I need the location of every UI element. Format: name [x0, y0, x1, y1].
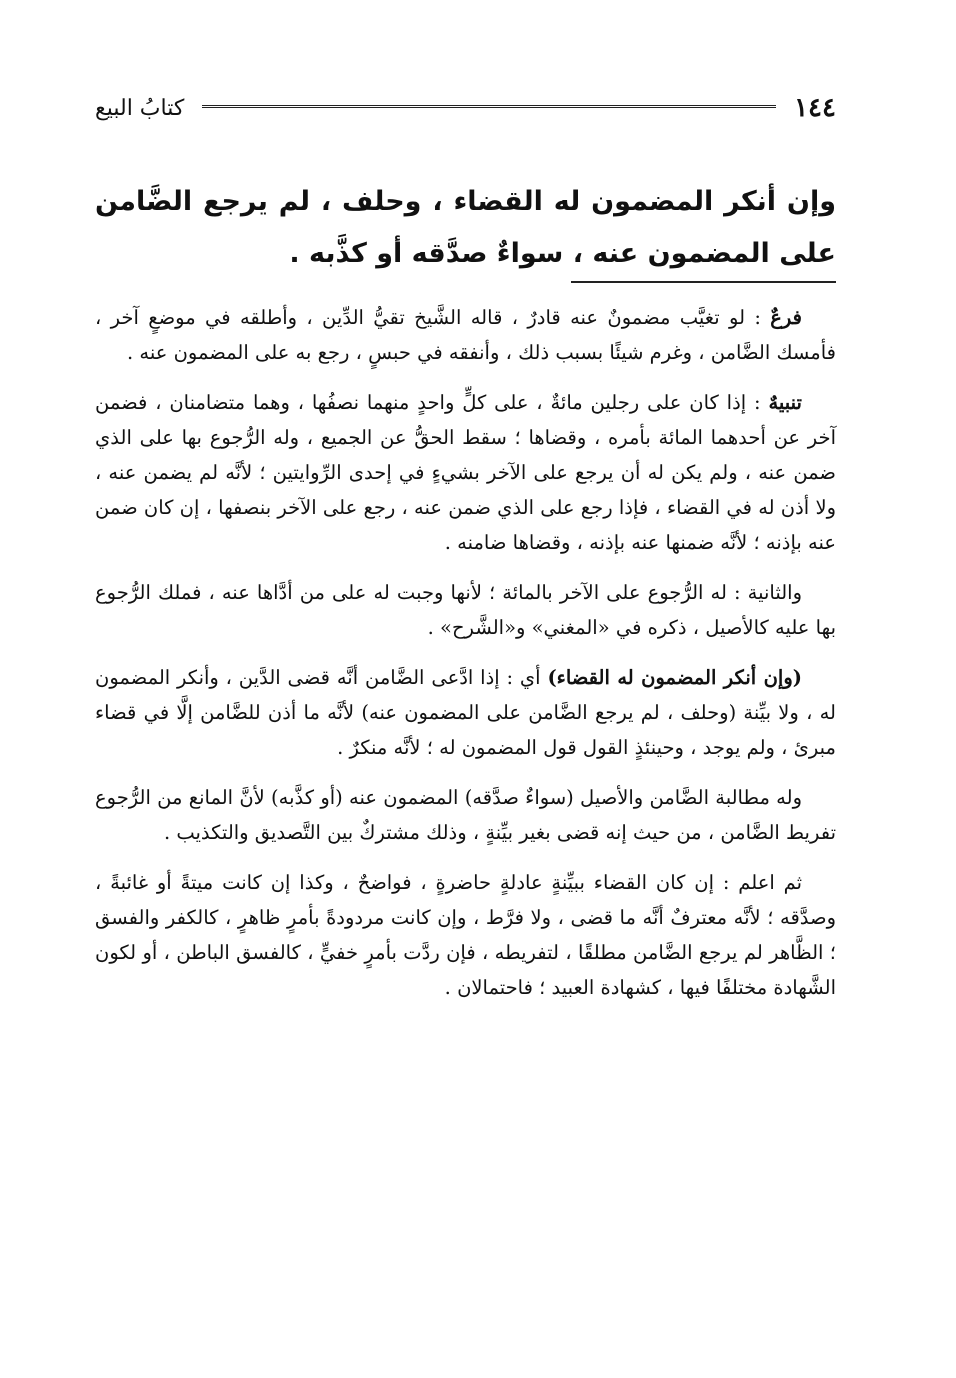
paragraph-far — [95, 300, 836, 370]
paragraph-second-riwaya — [95, 575, 836, 645]
paragraph-text: وله مطالبة الضَّامن والأصيل (سواءٌ صدَّقه) المضمون عنه (أو كذَّبه) لأنَّ المانع من الرُّجوع تفريط الضَّامن ، من حيث إنه قضى بغير بيِّنةٍ ، وذلك مشتركٌ بين التَّصديق والتكذيب . — [95, 786, 836, 844]
paragraph-text: والثانية : له الرُّجوع على الآخر بالمائة ؛ لأنها وجبت له على من أدَّاها عنه ، فملك الرُّجوع بها عليه كالأصيل ، ذكره في «المغني» و«الشَّرح» . — [95, 581, 836, 639]
paragraph-text: ثم اعلم : إن كان القضاء ببيِّنةٍ عادلةٍ حاضرةٍ ، فواضحٌ ، وكذا إن كانت ميتةً أو غائبةً ، وصدَّقه ؛ لأنَّه معترفٌ أنَّه ما قضى ، ولا فرَّط ، وإن كانت مردودةً بأمرٍ ظاهرٍ ، كالكفر والفسق ؛ الظَّاهر لم يرجع الضَّامن مطلقًا ، لتفريطه ، فإن ردَّت بأمرٍ خفيٍّ ، كالفسق الباطن ، أو لكون الشَّهادة مختلفًا فيها ، كشهادة العبيد ؛ فاحتمالان . — [95, 871, 836, 999]
paragraph-lead: تنبيهٌ — [768, 391, 802, 414]
commentary — [95, 300, 836, 1020]
paragraph-text: : لو تغيَّب مضمونٌ عنه قادرٌ ، قاله الشَّيخ تقيُّ الدِّين ، وأطلقه في موضعٍ آخر ، فأمسك الضَّامن ، وغرم شيئًا بسبب ذلك ، وأنفقه في حبسٍ ، رجع به على المضمون عنه . — [95, 306, 836, 364]
header-rule — [202, 105, 776, 111]
running-header — [95, 88, 836, 128]
page-number: ١٤٤ — [794, 93, 836, 123]
paragraph-tanbih — [95, 385, 836, 560]
paragraph-text: : إذا كان على رجلين مائةٌ ، على كلٍّ واحدٍ منهما نصفُها ، وهما متضامنان ، فضمن آخر عن أحدهما المائة بأمره ، وقضاها ؛ سقط الحقُّ عن الجميع ، وله الرُّجوع بها على الذي ضمن عنه ، ولم يكن له أن يرجع على الآخر بشيءٍ في إحدى الرِّوايتين ؛ لأنَّه لم يضمن عنه ، ولا أذن له في القضاء ، فإذا رجع على الذي ضمن عنه ، رجع على الآخر بنصفها ، إن كان ضمن عنه بإذنه ؛ لأنَّه ضمنها عنه بإذنه ، وقضاها ضامنه . — [95, 391, 836, 554]
paragraph-thumma-ilam — [95, 865, 836, 1005]
paragraph-lead: فرعٌ — [770, 306, 802, 329]
matn-separator-rule — [571, 281, 836, 283]
matn-text: وإن أنكر المضمون له القضاء ، وحلف ، لم يرجع الضَّامن على المضمون عنه ، سواءٌ صدَّقه أو كذَّبه . — [95, 186, 836, 269]
book-title: كتابُ البيع — [95, 95, 185, 121]
paragraph-text: أي : إذا ادَّعى الضَّامن أنَّه قضى الدَّين ، وأنكر المضمون له ، ولا بيِّنة (وحلف ، لم يرجع الضَّامن على المضمون عنه) لأنَّه ما أذن للضَّامن إلَّا في قضاء مبرئ ، ولم يوجد ، وحينئذٍ القول قول المضمون له ؛ لأنَّه منكرٌ . — [95, 666, 836, 759]
paragraph-lead: (وإن أنكر المضمون له القضاء) — [547, 666, 802, 689]
paragraph-inkar — [95, 660, 836, 765]
paragraph-mutalaba — [95, 780, 836, 850]
